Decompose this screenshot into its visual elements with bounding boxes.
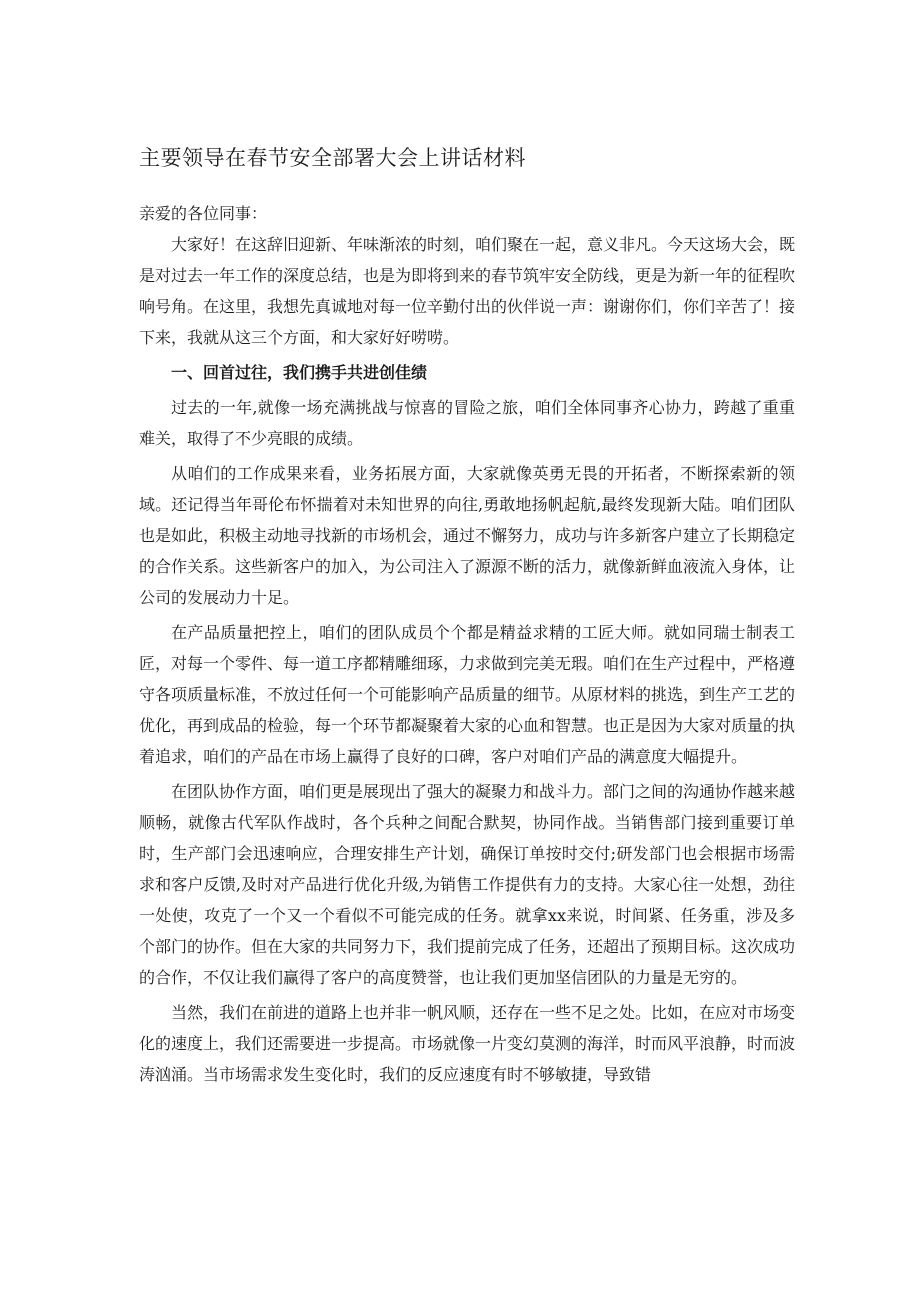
section1-paragraph-1: 过去的一年,就像一场充满挑战与惊喜的冒险之旅，咱们全体同事齐心协力，跨越了重重难关，取得了不少亮眼的成绩。 [139,398,795,448]
document-title: 主要领导在春节安全部署大会上讲话材料 [139,146,526,170]
section1-paragraph-5: 当然，我们在前进的道路上也并非一帆风顺，还存在一些不足之处。比如，在应对市场变化的速度上，我们还需要进一步提高。市场就像一片变幻莫测的海洋，时而风平浪静，时而波涛汹涌。当市场需求发生变化时，我们的反应速度有时不够敏捷，导致错 [139,1003,796,1084]
section1-paragraph-4: 在团队协作方面，咱们更是展现出了强大的凝聚力和战斗力。部门之间的沟通协作越来越顺畅，就像古代军队作战时，各个兵种之间配合默契，协同作战。当销售部门接到重要订单时，生产部门会迅速响应，合理安排生产计划，确保订单按时交付;研发部门也会根据市场需求和客户反馈,及时对产品进行优化升级,为销售工作提供有力的支持。大家心往一处想，劲往一处使，攻克了一个又一个看似不可能完成的任务。就拿xx来说，时间紧、任务重，涉及多个部门的协作。但在大家的共同努力下，我们提前完成了任务，还超出了预期目标。这次成功的合作，不仅让我们赢得了客户的高度赞誉，也让我们更加坚信团队的力量是无穷的。 [139,782,796,987]
document-page [139,142,795,1090]
section1-paragraph-2: 从咱们的工作成果来看，业务拓展方面，大家就像英勇无畏的开拓者，不断探索新的领域。还记得当年哥伦布怀揣着对未知世界的向往,勇敢地扬帆起航,最终发现新大陆。咱们团队也是如此，积极主动地寻找新的市场机会，通过不懈努力，成功与许多新客户建立了长期稳定的合作关系。这些新客户的加入，为公司注入了源源不断的活力，就像新鲜血液流入身体，让公司的发展动力十足。 [139,464,796,607]
intro-paragraph: 大家好！在这辞旧迎新、年味渐浓的时刻，咱们聚在一起，意义非凡。今天这场大会，既是对过去一年工作的深度总结，也是为即将到来的春节筑牢安全防线，更是为新一年的征程吹响号角。在这里，我想先真诚地对每一位辛勤付出的伙伴说一声：谢谢你们，你们辛苦了！接下来，我就从这三个方面，和大家好好唠唠。 [139,235,796,347]
section1-paragraph-3: 在产品质量把控上，咱们的团队成员个个都是精益求精的工匠大师。就如同瑞士制表工匠，对每一个零件、每一道工序都精雕细琢，力求做到完美无瑕。咱们在生产过程中，严格遵守各项质量标准，不放过任何一个可能影响产品质量的细节。从原材料的挑选，到生产工艺的优化，再到成品的检验，每一个环节都凝聚着大家的心血和智慧。也正是因为大家对质量的执着追求，咱们的产品在市场上赢得了良好的口碑，客户对咱们产品的满意度大幅提升。 [139,623,796,766]
greeting: 亲爱的各位同事： [139,204,268,223]
section-heading-1: 一、回首过往，我们携手共进创佳绩 [171,363,428,382]
